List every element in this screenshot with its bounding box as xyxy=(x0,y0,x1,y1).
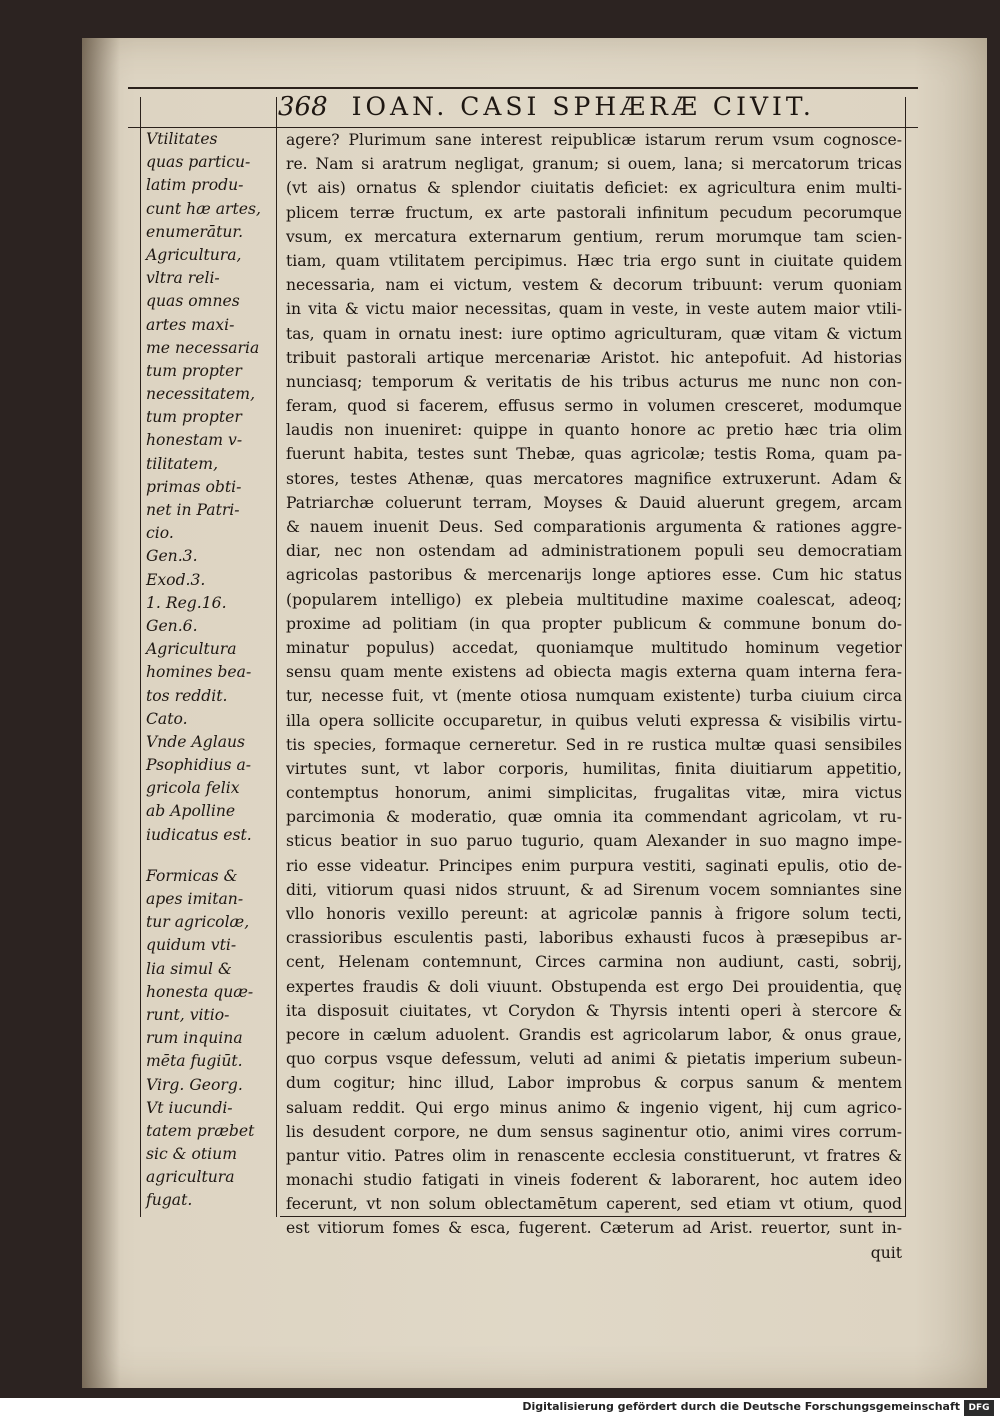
marginal-note-line: fugat. xyxy=(146,1191,193,1210)
body-line: feram, quod si facerem, effusus sermo in volumen cresceret, modumque xyxy=(286,397,902,416)
marginal-note-line: tos reddit. xyxy=(146,686,228,705)
body-line: agere? Plurimum sane interest reipublicæ istarum rerum vsum cognosce- xyxy=(286,131,902,149)
marginal-note-line: artes maxi- xyxy=(146,315,235,334)
marginal-note-gap xyxy=(146,847,276,865)
body-line: quo corpus vsque defessum, veluti ad animi & pietatis imperium subeun- xyxy=(286,1050,902,1069)
body-line: est vitiorum fomes & esca, fugerent. Cæterum ad Arist. reuertor, sunt in- xyxy=(286,1219,902,1238)
marginal-note-line: me necessaria xyxy=(146,338,260,357)
running-title: IOAN. CASI SPHÆRÆ CIVIT. xyxy=(351,92,815,121)
body-line: & nauem inuenit Deus. Sed comparationis argumenta & rationes aggre- xyxy=(286,518,902,536)
margin-rule-right xyxy=(276,97,277,1217)
body-line: illa opera sollicite occuparetur, in quibus veluti expressa & visibilis virtu- xyxy=(286,711,902,730)
body-line: contemptus honorum, animi simplicitas, frugalitas vitæ, mira victus xyxy=(286,784,902,803)
body-line: sticus beatior in suo paruo tugurio, quam Alexander in suo magno impe- xyxy=(286,832,902,851)
marginal-note-line: Exod.3. xyxy=(146,570,206,589)
body-line: quit xyxy=(870,1243,902,1262)
dfg-logo-icon: DFG xyxy=(964,1400,994,1416)
marginal-note-line: honestam v- xyxy=(146,431,243,450)
page-number: 368 xyxy=(278,92,328,122)
body-line: dum cogitur; hinc illud, Labor improbus & corpus sanum & mentem xyxy=(286,1074,902,1093)
marginal-note-line: tilitatem, xyxy=(146,454,219,473)
body-line: cent, Helenam contemnunt, Circes carmina non audiunt, casti, sobrij, xyxy=(286,953,902,972)
body-line: rio esse videatur. Principes enim purpura vestiti, saginati epulis, otio de- xyxy=(286,856,902,875)
body-line: re. Nam si aratrum negligat, granum; si ouem, lana; si mercatorum tricas xyxy=(286,155,902,174)
body-line: (popularem intelligo) ex plebeia multitudine maxime coalescat, adeoq; xyxy=(286,590,902,609)
marginal-notes xyxy=(146,128,276,1213)
marginal-note-line: 1. Reg.16. xyxy=(146,593,227,612)
body-line: parcimonia & moderatio, quæ omnia ita commendant agricolam, vt ru- xyxy=(286,808,902,827)
marginal-note-line: Agricultura, xyxy=(146,245,242,264)
marginal-note-line: tum propter xyxy=(146,361,242,380)
body-line: Patriarchæ coluerunt terram, Moyses & Dauid aluerunt gregem, arcam xyxy=(286,493,902,512)
marginal-note-line: ab Apolline xyxy=(146,802,236,821)
body-line: vllo honoris vexillo pereunt: at agricolæ pannis à frigore solum tecti, xyxy=(286,905,902,923)
body-line: in vita & victu maior necessitas, quam in veste, in veste autem maior vtili- xyxy=(286,300,902,319)
body-line: saluam reddit. Qui ergo minus animo & ingenio vigent, hij cum agrico- xyxy=(286,1098,902,1117)
body-line: lis desudent corpore, ne dum sensus saginentur otio, animi vires corrum- xyxy=(286,1122,902,1141)
body-text xyxy=(286,128,902,1265)
body-line: crassioribus esculentis pasti, laboribus exhausti fucos à præsepibus ar- xyxy=(286,929,902,948)
marginal-note-line: net in Patri- xyxy=(146,501,240,519)
body-line: agricolas pastoribus & mercenarijs longe aptiores esse. Cum hic status xyxy=(286,566,902,585)
marginal-note-line: Virg. Georg. xyxy=(146,1075,243,1094)
body-line: virtutes sunt, vt labor corporis, humilitas, finita diuitiarum appetitio, xyxy=(286,759,902,778)
body-line: fuerunt habita, testes sunt Thebæ, quas agricolæ; testis Roma, quam pa- xyxy=(286,445,902,464)
body-line: monachi studio fatigati in vineis foderent & laborarent, hoc autem ideo xyxy=(286,1171,902,1190)
marginal-note-line: Formicas & xyxy=(146,866,238,885)
body-line: sensu quam mente existens ad obiecta magis externa quam interna fera- xyxy=(286,663,902,682)
marginal-note-line: agricultura xyxy=(146,1168,235,1187)
body-line: tis species, formaque cerneretur. Sed in re rustica multæ quasi sensibiles xyxy=(286,735,902,754)
marginal-note-line: gricola felix xyxy=(146,779,240,798)
marginal-note-line: quidum vti- xyxy=(146,936,237,955)
marginal-note-line: Psophidius a- xyxy=(146,756,252,775)
marginal-note-line: runt, vitio- xyxy=(146,1005,230,1024)
margin-rule-left xyxy=(140,97,141,1217)
header-rule-top xyxy=(128,87,918,89)
marginal-note-line: vltra reli- xyxy=(146,269,220,288)
body-line: ita disposuit ciuitates, vt Corydon & Thyrsis intenti operi à stercore & xyxy=(286,1001,902,1020)
marginal-note-line: apes imitan- xyxy=(146,890,244,908)
running-head xyxy=(278,92,908,126)
marginal-note-line: quas omnes xyxy=(146,292,240,311)
body-line: tiam, quam vtilitatem percipimus. Hæc tria ergo sunt in ciuitate quidem xyxy=(286,251,902,270)
marginal-note-line: tur agricolæ, xyxy=(146,913,250,932)
body-line: stores, testes Athenæ, quas mercatores magnifice extruxerunt. Adam & xyxy=(286,469,902,488)
marginal-note-line: Vnde Aglaus xyxy=(146,732,246,751)
body-line: pantur vitio. Patres olim in renascente ecclesia constituerunt, vt fratres & xyxy=(286,1146,902,1165)
footer-credit: Digitalisierung gefördert durch die Deutsche Forschungsgemeinschaft xyxy=(522,1400,960,1413)
body-line: diar, nec non ostendam ad administrationem populi seu democratiam xyxy=(286,542,902,561)
body-line: plicem terræ fructum, ex arte pastorali infinitum pecudum pecorumque xyxy=(286,203,902,222)
page-gutter-shadow xyxy=(82,38,120,1388)
body-line: proxime ad politiam (in qua propter publicum & commune bonum do- xyxy=(286,614,902,633)
body-line: fecerunt, vt non solum oblectamētum caperent, sed etiam vt otium, quod xyxy=(286,1195,902,1214)
marginal-note-line: primas obti- xyxy=(146,477,242,496)
body-line: tribuit pastorali artique mercenariæ Aristot. hic antepofuit. Ad historias xyxy=(286,348,902,367)
body-line: pecore in cælum aduolent. Grandis est agricolarum labor, & onus graue, xyxy=(286,1025,902,1044)
marginal-note-line: cio. xyxy=(146,524,174,543)
body-line: nunciasq; temporum & veritatis de his tribus acturus me nunc non con- xyxy=(286,372,902,391)
body-line: laudis non inueniret: quippe in quanto honore ac pretio hæc tria olim xyxy=(286,421,902,440)
marginal-note-line: iudicatus est. xyxy=(146,825,252,844)
marginal-note-line: tatem præbet xyxy=(146,1121,255,1140)
body-line: vsum, ex mercatura externarum gentium, rerum morumque tam scien- xyxy=(286,227,902,246)
body-line: (vt ais) ornatus & splendor ciuitatis deficiet: ex agricultura enim multi- xyxy=(286,179,902,198)
body-line: expertes fraudis & doli viuunt. Obstupenda est ergo Dei prouidentia, quę xyxy=(286,977,902,996)
body-line: necessaria, nam ei victum, vestem & decorum tribuunt: verum quoniam xyxy=(286,276,902,295)
body-line: tur, necesse fuit, vt (mente otiosa numquam existente) turba ciuium circa xyxy=(286,687,902,706)
marginal-note-line: Gen.6. xyxy=(146,616,198,635)
marginal-note-line: necessitatem, xyxy=(146,385,256,404)
marginal-note-line: quas particu- xyxy=(146,153,251,172)
marginal-note-line: cunt hæ artes, xyxy=(146,199,261,218)
marginal-note-line: rum inquina xyxy=(146,1029,243,1048)
marginal-note-line: Cato. xyxy=(146,709,188,728)
marginal-note-line: Gen.3. xyxy=(146,547,198,566)
marginal-note-line: Agricultura xyxy=(146,640,237,659)
marginal-note-line: sic & otium xyxy=(146,1145,237,1164)
marginal-note-line: lia simul & xyxy=(146,959,232,978)
marginal-note-line: latim produ- xyxy=(146,176,244,195)
marginal-note-line: Vtilitates xyxy=(146,130,218,148)
marginal-note-line: homines bea- xyxy=(146,663,252,682)
body-line: minatur populus) accedat, quoniamque multitudo hominum vegetior xyxy=(286,638,902,657)
marginal-note-line: Vt iucundi- xyxy=(146,1098,233,1117)
marginal-note-line: mēta fugiūt. xyxy=(146,1052,243,1071)
marginal-note-line: tum propter xyxy=(146,408,242,427)
body-line: diti, vitiorum quasi nidos struunt, & ad Sirenum vocem somniantes sine xyxy=(286,880,902,899)
body-rule-right xyxy=(905,97,906,1217)
marginal-note-line: enumerātur. xyxy=(146,222,244,241)
marginal-note-line: honesta quæ- xyxy=(146,982,254,1001)
body-line: tas, quam in ornatu inest: iure optimo agriculturam, quæ vitam & victum xyxy=(286,324,902,343)
